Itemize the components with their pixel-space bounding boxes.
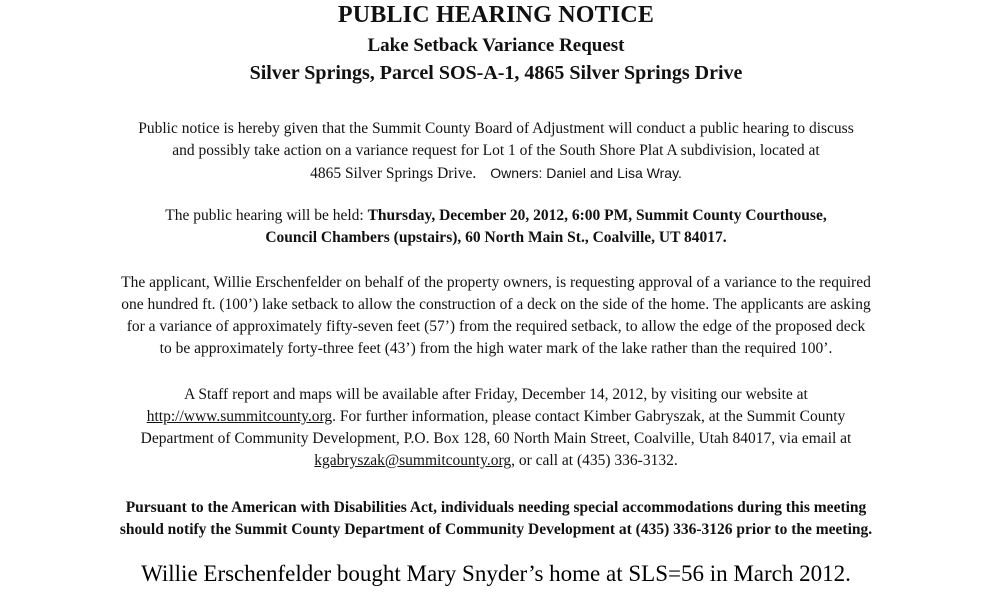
hearing-line-2: Council Chambers (upstairs), 60 North Main St., Coalville, UT 84017. [265, 229, 727, 246]
notice-paragraph-ada [20, 497, 972, 541]
hearing-lead: The public hearing will be held: [165, 207, 368, 224]
notice-location: Silver Springs, Parcel SOS-A-1, 4865 Silver Springs Drive [249, 62, 743, 84]
notice-paragraph-intro [40, 118, 952, 185]
contact-line-4 [40, 450, 952, 472]
notice-paragraph-variance [20, 272, 972, 360]
intro-line-3 [40, 162, 952, 185]
contact-line-2-text: . For further information, please contact Kimber Gabryszak, at the Summit County [332, 408, 846, 425]
ada-line-1: Pursuant to the American with Disabilities Act, individuals needing special accommodations during this meeting [125, 499, 867, 516]
ada-line-2: should notify the Summit County Department of Community Development at (435) 336-3126 prior to the meeting. [119, 521, 873, 538]
contact-line-2 [40, 406, 952, 428]
intro-line-2: and possibly take action on a variance request for Lot 1 of the South Shore Plat A subdivision, located at [172, 142, 820, 159]
image-caption: Willie Erschenfelder bought Mary Snyder’s home at SLS=56 in March 2012. [141, 561, 851, 586]
hearing-datetime: Thursday, December 20, 2012, 6:00 PM, Summit County Courthouse, [367, 207, 827, 224]
notice-paragraph-contact [40, 384, 952, 472]
variance-line-3: for a variance of approximately fifty-seven feet (57’) from the required setback, to allow the edge of the proposed deck [126, 318, 866, 335]
intro-owners: Owners: Daniel and Lisa Wray. [490, 165, 682, 181]
intro-address: 4865 Silver Springs Drive. [310, 165, 477, 182]
variance-line-4: to be approximately forty-three feet (43’) from the high water mark of the lake rather than the required 100’. [159, 340, 833, 357]
notice-title: PUBLIC HEARING NOTICE [337, 2, 655, 28]
contact-line-4-text: , or call at (435) 336-3132. [511, 452, 678, 469]
notice-paragraph-hearing [40, 205, 952, 249]
email-link[interactable]: kgabryszak@summitcounty.org [314, 452, 512, 469]
intro-line-1: Public notice is hereby given that the Summit County Board of Adjustment will conduct a public hearing to discuss [138, 120, 854, 137]
variance-line-2: one hundred ft. (100’) lake setback to allow the construction of a deck on the side of the home. The applicants are asking [121, 296, 871, 313]
website-link[interactable]: http://www.summitcounty.org [146, 408, 333, 425]
variance-line-1: The applicant, Willie Erschenfelder on behalf of the property owners, is requesting approval of a variance to the required [121, 274, 871, 291]
contact-line-1: A Staff report and maps will be available after Friday, December 14, 2012, by visiting our website at [184, 386, 808, 403]
contact-line-3: Department of Community Development, P.O. Box 128, 60 North Main Street, Coalville, Utah 84017, via email at [140, 430, 852, 447]
notice-subtitle: Lake Setback Variance Request [367, 35, 625, 56]
hearing-line-1 [40, 205, 952, 227]
